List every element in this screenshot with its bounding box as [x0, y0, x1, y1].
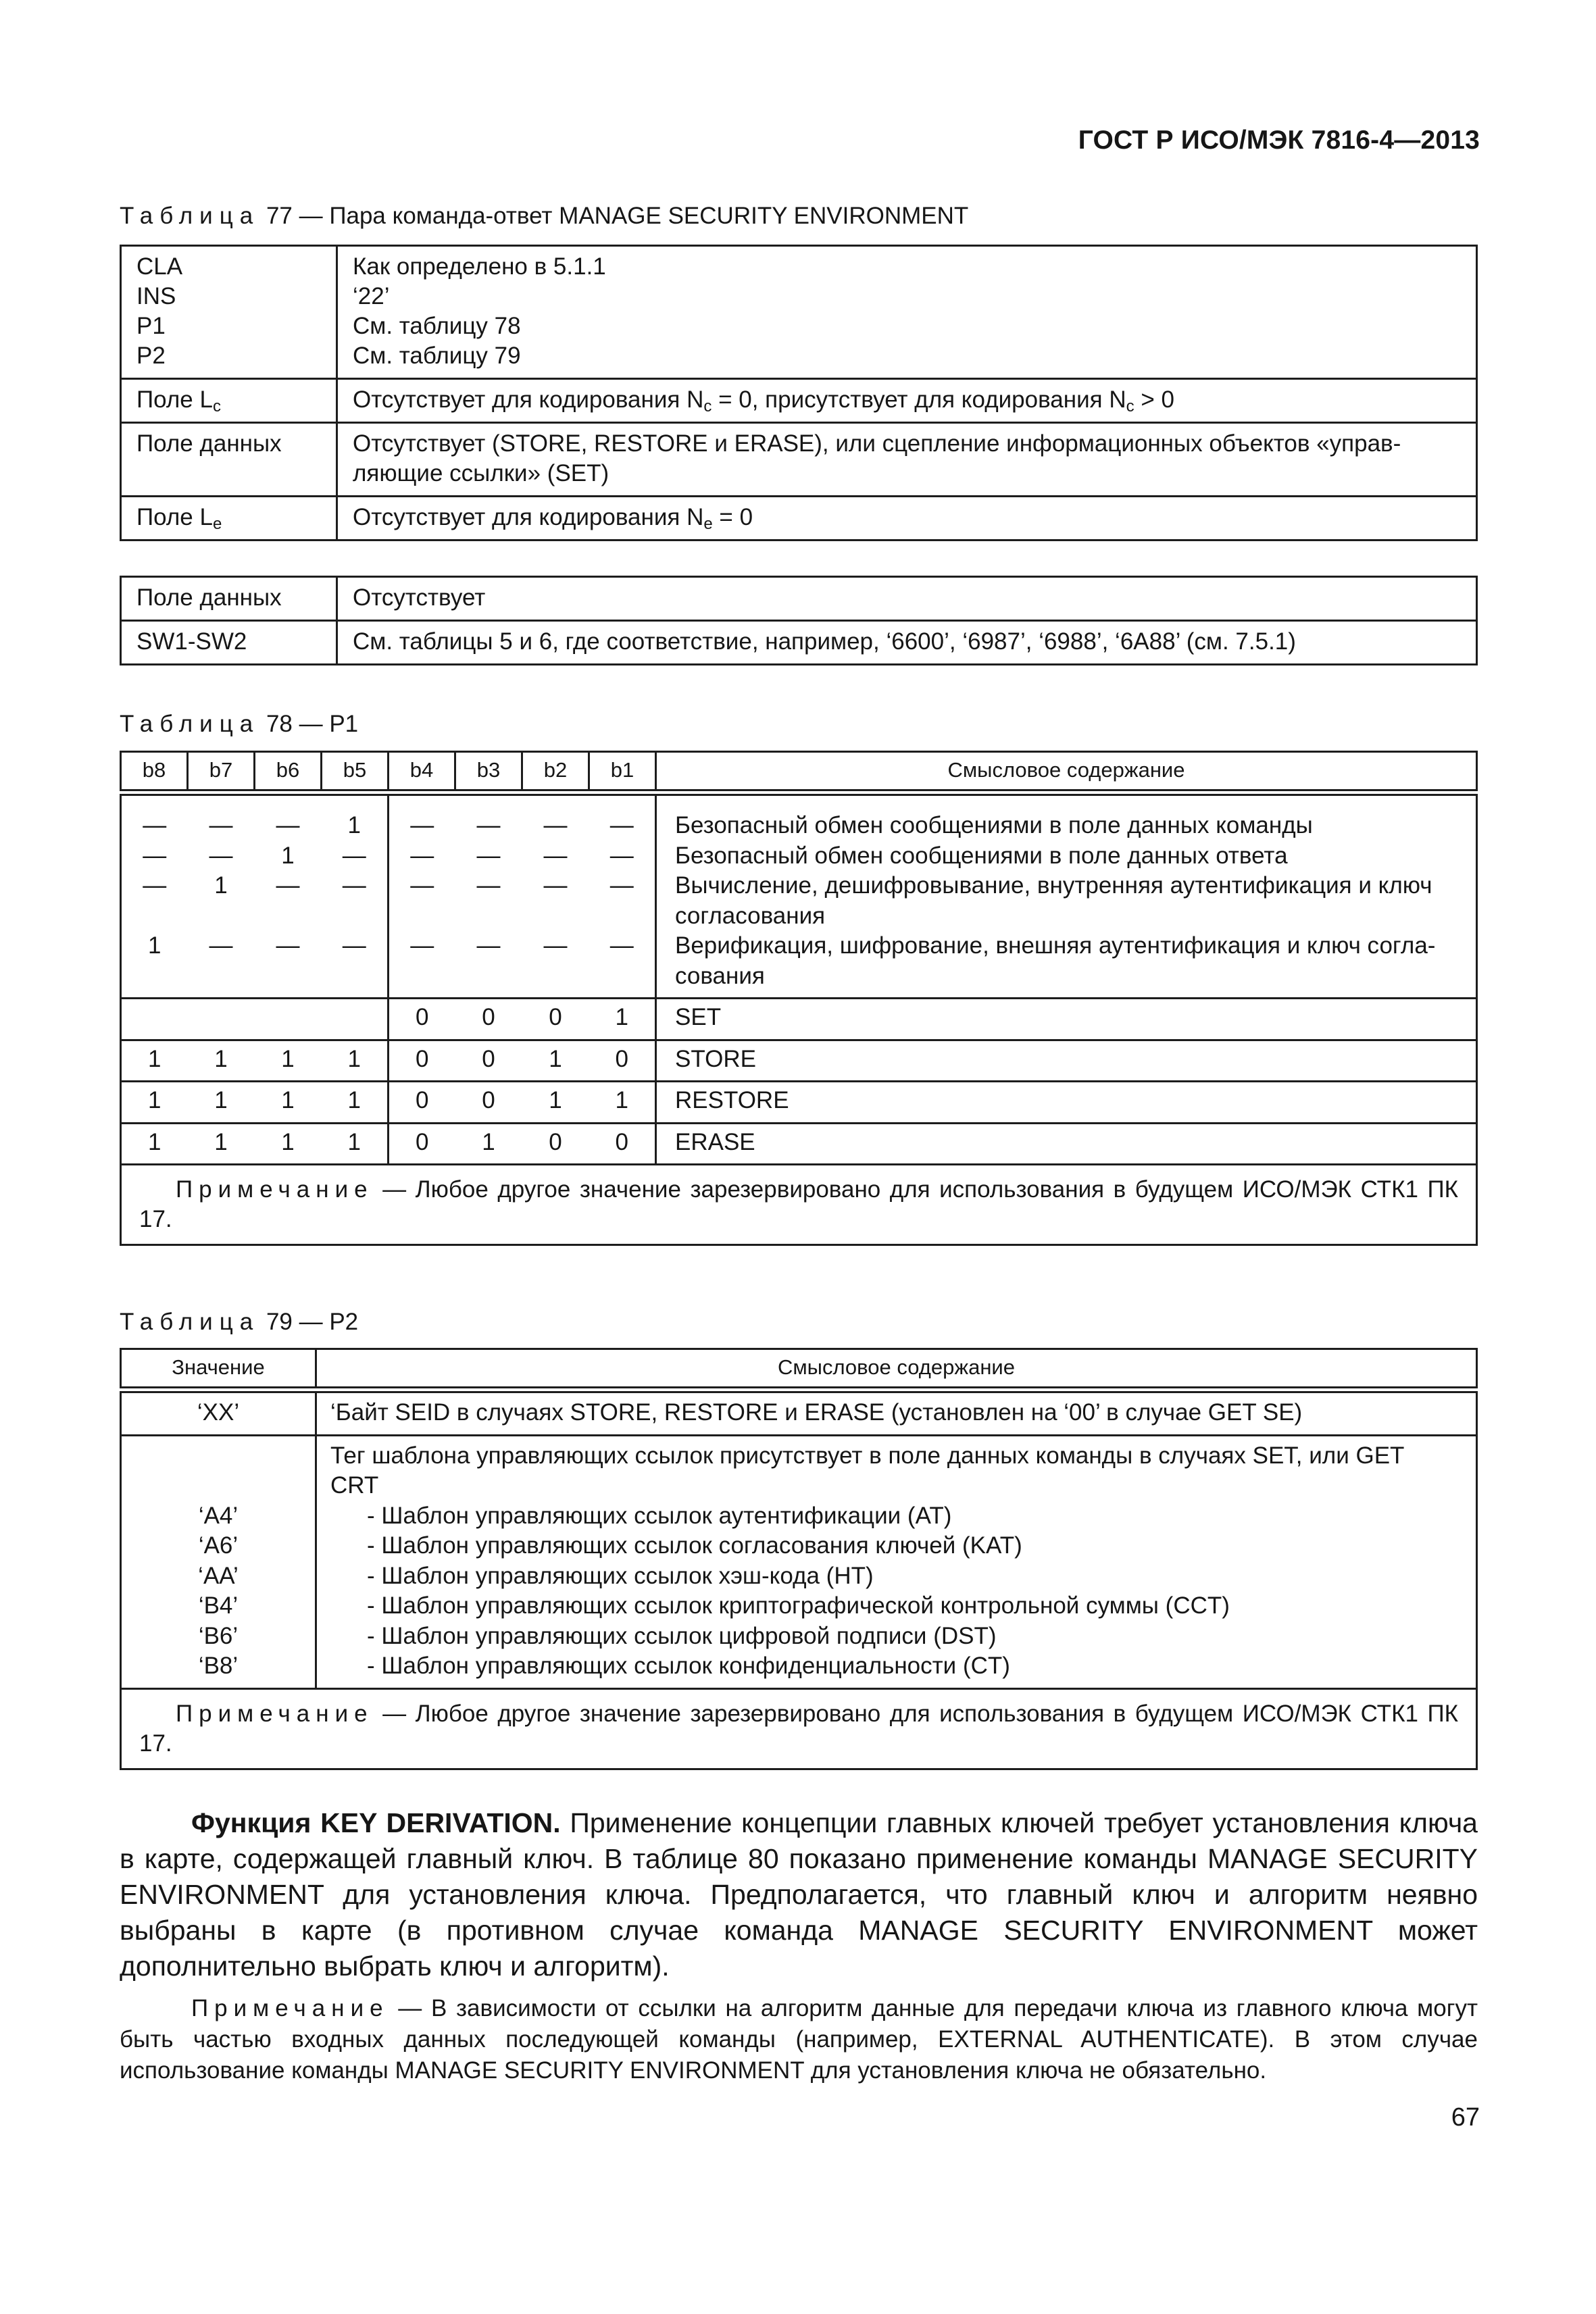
- bit-cell-b8: [121, 793, 188, 999]
- meaning-line: Вычисление, дешифровывание, внутренняя аутентификация и ключ: [675, 872, 1432, 899]
- bit-value: —: [410, 812, 434, 838]
- bit-value: —: [543, 812, 568, 838]
- note-word: Примечание: [176, 1700, 374, 1727]
- table-row: [121, 999, 1477, 1040]
- bit-cell: 1: [121, 1082, 188, 1124]
- bit-cell: 0: [455, 1082, 522, 1124]
- value-subscript: c: [1126, 397, 1134, 416]
- meaning-line: - Шаблон управляющих ссылок согласования ключей (KAT): [367, 1532, 1022, 1559]
- meaning-cell: ERASE: [656, 1123, 1477, 1165]
- meaning-cell: ‘Байт SEID в случаях STORE, RESTORE и ERASE (установлен на ‘00’ в случае GET SE): [316, 1390, 1477, 1435]
- value-line: ‘22’: [353, 283, 390, 309]
- bit-cell: 0: [589, 1123, 656, 1165]
- bit-value: —: [276, 812, 300, 838]
- table-77-response: [120, 576, 1478, 665]
- value-text: = 0: [712, 504, 753, 530]
- bit-cell-b4: [389, 793, 455, 999]
- value-cell: См. таблицы 5 и 6, где соответствие, например, ‘6600’, ‘6987’, ‘6988’, ‘6A88’ (см. 7.5.1): [337, 621, 1477, 665]
- bit-value: 1: [281, 842, 295, 869]
- value-line: ‘A6’: [198, 1532, 239, 1559]
- table-header-row: [121, 752, 1477, 793]
- bit-value: —: [543, 842, 568, 869]
- table-note-row: [121, 1688, 1477, 1769]
- table-row: [121, 246, 1477, 379]
- meaning-cell: [316, 1435, 1477, 1688]
- bit-value: —: [143, 872, 167, 899]
- bit-value: —: [543, 872, 568, 899]
- key-cell: [121, 497, 337, 540]
- header-meaning: Смысловое содержание: [316, 1349, 1477, 1390]
- standard-header: ГОСТ Р ИСО/МЭК 7816-4—2013: [1078, 126, 1480, 155]
- bit-value: —: [609, 812, 634, 838]
- bit-cell: 1: [455, 1123, 522, 1165]
- note-word: Примечание: [176, 1176, 374, 1203]
- value-line: ‘B6’: [198, 1622, 239, 1649]
- bit-cell: 1: [188, 1040, 255, 1082]
- meaning-line: Безопасный обмен сообщениями в поле данных команды: [675, 812, 1313, 838]
- bit-cell-b6: [255, 793, 322, 999]
- value-cell: [337, 423, 1477, 497]
- meaning-line: Тег шаблона управляющих ссылок присутствует в поле данных команды в случаях SET, или GET: [330, 1442, 1405, 1469]
- value-text: Отсутствует для кодирования N: [353, 504, 704, 530]
- key-line: P2: [136, 343, 166, 369]
- meaning-line: согласования: [675, 902, 826, 929]
- meaning-line: - Шаблон управляющих ссылок цифровой подписи (DST): [367, 1622, 997, 1649]
- bit-cell: 0: [455, 999, 522, 1040]
- bit-cell: 0: [522, 1123, 589, 1165]
- note-text: — Любое другое значение зарезервировано для использования в будущем ИСО/МЭК СТК1 ПК 17.: [139, 1700, 1458, 1757]
- table-note: [121, 1165, 1477, 1245]
- bit-value: 1: [214, 872, 228, 899]
- table-row: [121, 577, 1477, 621]
- table-78: [120, 751, 1478, 1246]
- table-row: [121, 1040, 1477, 1082]
- bit-value: —: [209, 812, 233, 838]
- meaning-line: CRT: [330, 1472, 379, 1499]
- value-cell: [337, 246, 1477, 379]
- bit-cell: 0: [389, 999, 455, 1040]
- meaning-line: Безопасный обмен сообщениями в поле данных ответа: [675, 842, 1288, 869]
- header-b8: b8: [121, 752, 188, 793]
- bit-value: —: [342, 932, 366, 959]
- key-cell: SW1-SW2: [121, 621, 337, 665]
- table-header-row: [121, 1349, 1477, 1390]
- bit-cell: 1: [255, 1123, 322, 1165]
- bit-cell: 0: [522, 999, 589, 1040]
- bit-cell: 0: [589, 1040, 656, 1082]
- key-cell: [121, 379, 337, 423]
- key-text: Поле L: [136, 504, 213, 530]
- note-text: — В зависимости от ссылки на алгоритм данные для передачи ключа из главного ключа могут быть частью входных данных последующей команды (например, EXTERNAL AUTHENTICATE). В этом случае использование команды MANAGE SECURITY ENVIRONMENT для установления ключа не обязательно.: [120, 1995, 1478, 2084]
- table-row: [121, 621, 1477, 665]
- bit-value: —: [410, 872, 434, 899]
- meaning-cell: STORE: [656, 1040, 1477, 1082]
- bit-value: —: [143, 842, 167, 869]
- key-cell: [121, 246, 337, 379]
- caption-text: 78 — P1: [259, 711, 359, 737]
- body-paragraph: [120, 1805, 1478, 1984]
- bit-value: —: [609, 842, 634, 869]
- table-note: [121, 1688, 1477, 1769]
- bit-value: —: [543, 932, 568, 959]
- value-cell: Отсутствует: [337, 577, 1477, 621]
- caption-word: Таблица: [120, 1309, 260, 1335]
- meaning-line: - Шаблон управляющих ссылок аутентификации (AT): [367, 1502, 952, 1529]
- value-subscript: c: [703, 397, 712, 416]
- bit-cell: 1: [188, 1123, 255, 1165]
- key-line: INS: [136, 283, 176, 309]
- meaning-cell: RESTORE: [656, 1082, 1477, 1124]
- value-cell: [121, 1435, 316, 1688]
- bit-cell: 0: [455, 1040, 522, 1082]
- note-text: — Любое другое значение зарезервировано для использования в будущем ИСО/МЭК СТК1 ПК 17.: [139, 1176, 1458, 1232]
- paragraph-lead: Функция KEY DERIVATION.: [191, 1807, 561, 1838]
- bit-cell: 1: [322, 1082, 389, 1124]
- key-text: Поле L: [136, 386, 213, 413]
- meaning-cell: SET: [656, 999, 1477, 1040]
- table-78-caption: [120, 711, 358, 738]
- bit-value: —: [609, 872, 634, 899]
- bit-cell-b1: [589, 793, 656, 999]
- bit-value: —: [410, 842, 434, 869]
- key-cell: Поле данных: [121, 577, 337, 621]
- table-row: [121, 1390, 1477, 1435]
- meaning-line: - Шаблон управляющих ссылок конфиденциальности (CT): [367, 1653, 1010, 1679]
- bit-value: —: [476, 932, 501, 959]
- bit-cell: 1: [188, 1082, 255, 1124]
- meaning-cell: [656, 793, 1477, 999]
- bit-value: 1: [148, 932, 161, 959]
- meaning-line: - Шаблон управляющих ссылок хэш-кода (HT): [367, 1562, 874, 1589]
- value-cell: ‘XX’: [121, 1390, 316, 1435]
- bit-cell-b5: [322, 793, 389, 999]
- bit-value: 1: [347, 812, 361, 838]
- table-row: [121, 379, 1477, 423]
- bit-cell: 1: [322, 1040, 389, 1082]
- bit-value: —: [410, 932, 434, 959]
- bit-cell: 1: [255, 1040, 322, 1082]
- bit-value: —: [476, 872, 501, 899]
- value-text: = 0, присутствует для кодирования N: [712, 386, 1126, 413]
- bit-cell: 1: [589, 999, 656, 1040]
- table-row: [121, 423, 1477, 497]
- header-b7: b7: [188, 752, 255, 793]
- bit-value: —: [143, 812, 167, 838]
- bit-value: —: [276, 932, 300, 959]
- table-79-caption: [120, 1309, 358, 1336]
- caption-text: 79 — P2: [259, 1309, 359, 1335]
- value-line: Отсутствует (STORE, RESTORE и ERASE), или сцепление информационных объектов «управ-: [353, 430, 1401, 457]
- header-b3: b3: [455, 752, 522, 793]
- table-row: [121, 793, 1477, 999]
- bit-cell: 0: [389, 1123, 455, 1165]
- bit-cell-b3: [455, 793, 522, 999]
- header-b1: b1: [589, 752, 656, 793]
- meaning-line: сования: [675, 962, 765, 989]
- key-cell: Поле данных: [121, 423, 337, 497]
- note-word: Примечание: [191, 1995, 389, 2021]
- key-line: P1: [136, 313, 166, 339]
- bit-cell: 1: [322, 1123, 389, 1165]
- bit-cell-b2: [522, 793, 589, 999]
- bit-cell: 1: [522, 1040, 589, 1082]
- value-line: См. таблицу 79: [353, 343, 521, 369]
- header-b6: b6: [255, 752, 322, 793]
- bit-value: —: [476, 842, 501, 869]
- bit-cell: 1: [121, 1040, 188, 1082]
- bit-cell: 1: [522, 1082, 589, 1124]
- page-number: 67: [1451, 2103, 1480, 2132]
- bit-cell: 1: [121, 1123, 188, 1165]
- paragraph-text: Применение концепции главных ключей требует установления ключа в карте, содержащей главный ключ. В таблице 80 показано применение команды MANAGE SECURITY ENVIRONMENT для установления ключа. Предполагается, что главный ключ и алгоритм неявно выбраны в карте (в противном случае команда MANAGE SECURITY ENVIRONMENT может дополнительно выбрать ключ и алгоритм).: [120, 1807, 1478, 1982]
- key-line: CLA: [136, 253, 183, 280]
- value-line: ляющие ссылки» (SET): [353, 460, 609, 486]
- caption-text: 77 — Пара команда-ответ MANAGE SECURITY ENVIRONMENT: [259, 203, 969, 229]
- bit-value: —: [209, 932, 233, 959]
- bit-cell-empty: [121, 999, 389, 1040]
- bit-value: —: [209, 842, 233, 869]
- page-note: [120, 1993, 1478, 2086]
- table-row: [121, 1123, 1477, 1165]
- table-row: [121, 497, 1477, 540]
- table-note-row: [121, 1165, 1477, 1245]
- table-77: [120, 245, 1478, 541]
- key-subscript: c: [212, 397, 221, 416]
- bit-cell: 0: [389, 1082, 455, 1124]
- caption-word: Таблица: [120, 711, 260, 737]
- bit-value: —: [476, 812, 501, 838]
- value-cell: [337, 379, 1477, 423]
- bit-value: —: [342, 872, 366, 899]
- meaning-line: Верификация, шифрование, внешняя аутентификация и ключ согла-: [675, 932, 1436, 959]
- value-line: ‘A4’: [198, 1502, 239, 1529]
- value-line: ‘AA’: [198, 1562, 239, 1589]
- value-line: ‘B4’: [198, 1592, 239, 1619]
- table-row: [121, 1435, 1477, 1688]
- header-value: Значение: [121, 1349, 316, 1390]
- bit-cell: 1: [589, 1082, 656, 1124]
- bit-cell: 1: [255, 1082, 322, 1124]
- value-line: См. таблицу 78: [353, 313, 521, 339]
- header-meaning: Смысловое содержание: [656, 752, 1477, 793]
- table-row: [121, 1082, 1477, 1124]
- header-b2: b2: [522, 752, 589, 793]
- value-subscript: e: [703, 515, 713, 533]
- bit-value: —: [609, 932, 634, 959]
- value-text: > 0: [1134, 386, 1174, 413]
- value-line: ‘B8’: [198, 1653, 239, 1679]
- bit-value: —: [276, 872, 300, 899]
- bit-cell-b7: [188, 793, 255, 999]
- table-79: [120, 1348, 1478, 1770]
- bit-cell: 0: [389, 1040, 455, 1082]
- header-b4: b4: [389, 752, 455, 793]
- caption-word: Таблица: [120, 203, 260, 229]
- bit-value: —: [342, 842, 366, 869]
- key-subscript: e: [212, 515, 222, 533]
- table-77-caption: [120, 203, 968, 230]
- value-line: Как определено в 5.1.1: [353, 253, 606, 280]
- value-text: Отсутствует для кодирования N: [353, 386, 704, 413]
- header-b5: b5: [322, 752, 389, 793]
- value-cell: [337, 497, 1477, 540]
- meaning-line: - Шаблон управляющих ссылок криптографической контрольной суммы (CCT): [367, 1592, 1230, 1619]
